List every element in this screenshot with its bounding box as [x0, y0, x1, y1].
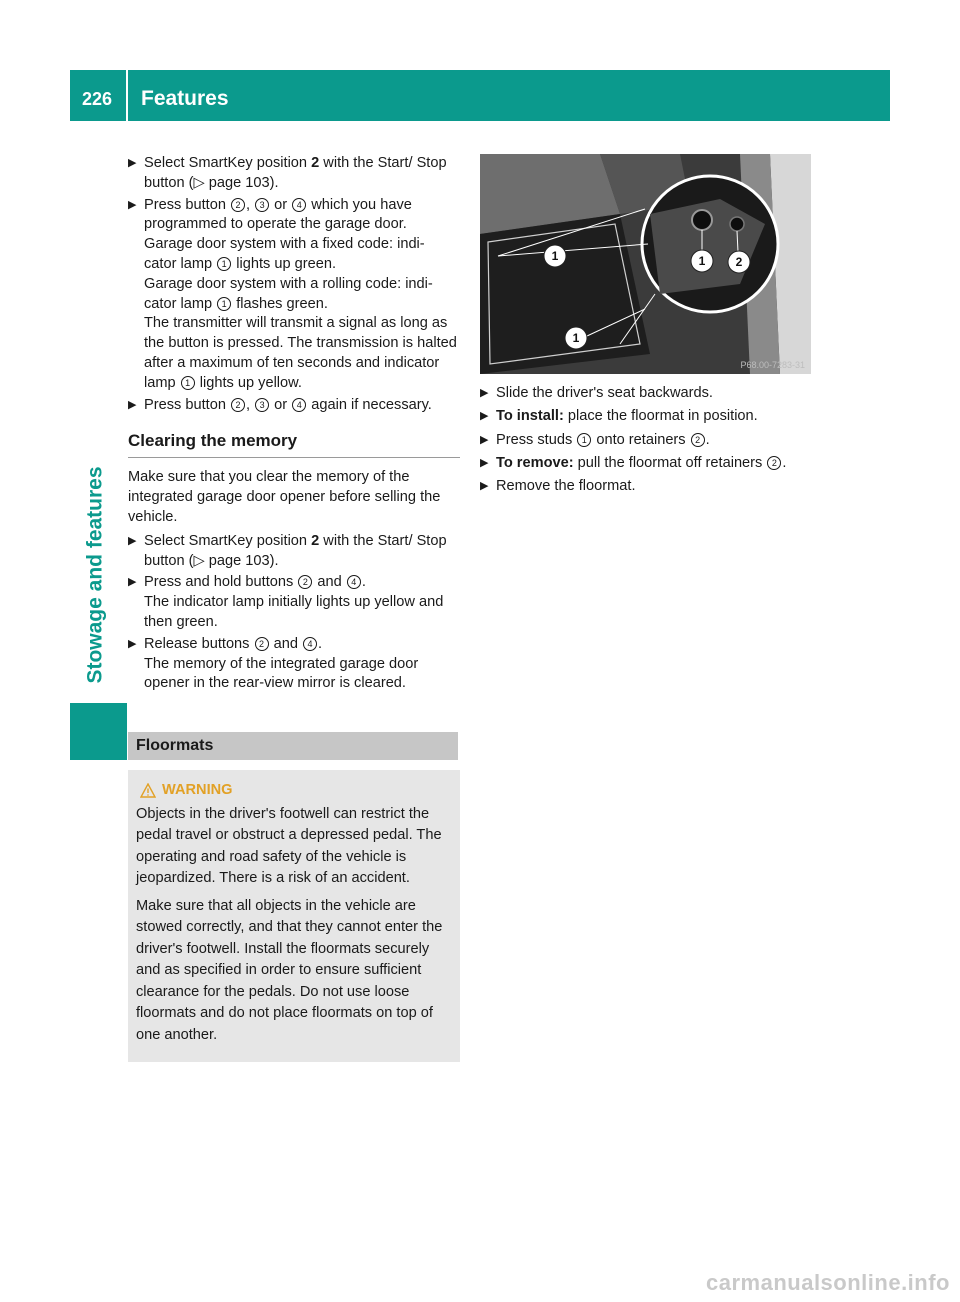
side-chapter-label	[76, 450, 116, 700]
callout-1: 1	[217, 297, 231, 311]
callout-4: 4	[347, 575, 361, 589]
callout-3: 3	[255, 398, 269, 412]
header-divider	[126, 70, 128, 121]
left-column	[128, 154, 460, 1062]
callout-2: 2	[231, 398, 245, 412]
callout-3: 3	[255, 198, 269, 212]
side-chapter-block	[70, 703, 127, 760]
step-arrow-icon: ▶	[128, 198, 137, 211]
floormat-illustration	[480, 154, 811, 374]
watermark: carmanualsonline.info	[706, 1270, 950, 1295]
figure-callout-2: 2	[735, 255, 743, 269]
warning-title: WARNING	[136, 780, 454, 802]
warning-text-2: Make sure that all objects in the vehicle are stowed correctly, and that they cannot enter the driver's footwell. Install the floormats securely and as specified in order to ensure sufficient clearance for the pedals. Do not use loose floormats and do not place floormats on top of one another.	[136, 897, 443, 1043]
section-title: Features	[141, 87, 229, 110]
step-select-smartkey: ▶ Select SmartKey position 2 with the Start/ Stop button (▷ page 103).	[128, 155, 447, 191]
callout-4: 4	[292, 198, 306, 212]
floormat-figure	[480, 154, 811, 374]
step-arrow-icon: ▶	[128, 637, 137, 650]
callout-2: 2	[691, 433, 705, 447]
warning-text-1: Objects in the driver's footwell can restrict the pedal travel or obstruct a depressed pedal. The operating and road safety of the vehicle is jeopardized. There is a risk of an accident.	[136, 805, 442, 887]
step-arrow-icon: ▶	[480, 433, 489, 446]
callout-2: 2	[255, 637, 269, 651]
step-release-buttons: ▶ Release buttons 2 and 4 . The memory of the integrated garage door opener in the rear-view mirror is cleared.	[128, 635, 419, 692]
callout-1: 1	[217, 257, 231, 271]
step-arrow-icon: ▶	[480, 387, 489, 399]
callout-4: 4	[303, 637, 317, 651]
step-press-again: ▶ Press button 2 , 3 or 4 again if necessary.	[128, 396, 460, 416]
step-arrow-icon: ▶	[480, 480, 489, 493]
warning-triangle-icon	[140, 783, 156, 798]
figure-callout-1b: 1	[572, 331, 580, 345]
clearing-memory-intro: Make sure that you clear the memory of the integrated garage door opener before selling the vehicle.	[128, 469, 441, 525]
callout-4: 4	[292, 398, 306, 412]
callout-2: 2	[298, 575, 312, 589]
step-remove-floormat: ▶ Remove the floormat.	[480, 477, 812, 497]
step-install: ▶ To install: place the floormat in position.	[480, 407, 812, 427]
page-number: 226	[82, 89, 113, 109]
right-column	[480, 154, 812, 500]
step-press-button: ▶ Press button 2 , 3 or 4 which you have programmed to operate the garage door. Garage door system with a fixed code: indi- cator lamp 1 lights up green. Garage door system with a rolling code: indi- cator lamp 1 flashes green. The transmitter will transmit a signal as long as the button is pressed. The transmission is halted after a maximum of ten seconds and indicator lamp 1 lights up yellow.	[128, 196, 457, 391]
callout-2: 2	[231, 198, 245, 212]
step-press-hold: ▶ Press and hold buttons 2 and 4 . The indicator lamp initially lights up yellow and then green.	[128, 574, 444, 630]
figure-callout-1c: 1	[698, 254, 706, 268]
step-slide-seat: ▶ Slide the driver's seat backwards.	[480, 384, 812, 404]
callout-1: 1	[577, 433, 591, 447]
figure-code: P68.00-7283-31	[740, 360, 805, 370]
step-arrow-icon: ▶	[480, 410, 489, 423]
figure-callout-1a: 1	[551, 249, 559, 263]
callout-2: 2	[767, 456, 781, 470]
side-chapter-text: Stowage and features	[84, 466, 107, 684]
step-arrow-icon: ▶	[128, 157, 137, 169]
callout-1: 1	[181, 376, 195, 390]
step-arrow-icon: ▶	[480, 456, 489, 469]
clearing-memory-heading: Clearing the memory	[128, 431, 460, 458]
floormats-heading: Floormats	[128, 732, 458, 760]
warning-box	[128, 770, 460, 1062]
step-arrow-icon: ▶	[128, 576, 137, 589]
step-remove: ▶ To remove: pull the floormat off retainers 2 .	[480, 454, 812, 474]
floormat-steps	[480, 384, 812, 497]
step-arrow-icon: ▶	[128, 534, 137, 547]
step-select-smartkey-clear: ▶ Select SmartKey position 2 with the Start/ Stop button (▷ page 103).	[128, 532, 447, 569]
step-arrow-icon: ▶	[128, 398, 137, 411]
step-press-studs: ▶ Press studs 1 onto retainers 2 .	[480, 431, 812, 451]
